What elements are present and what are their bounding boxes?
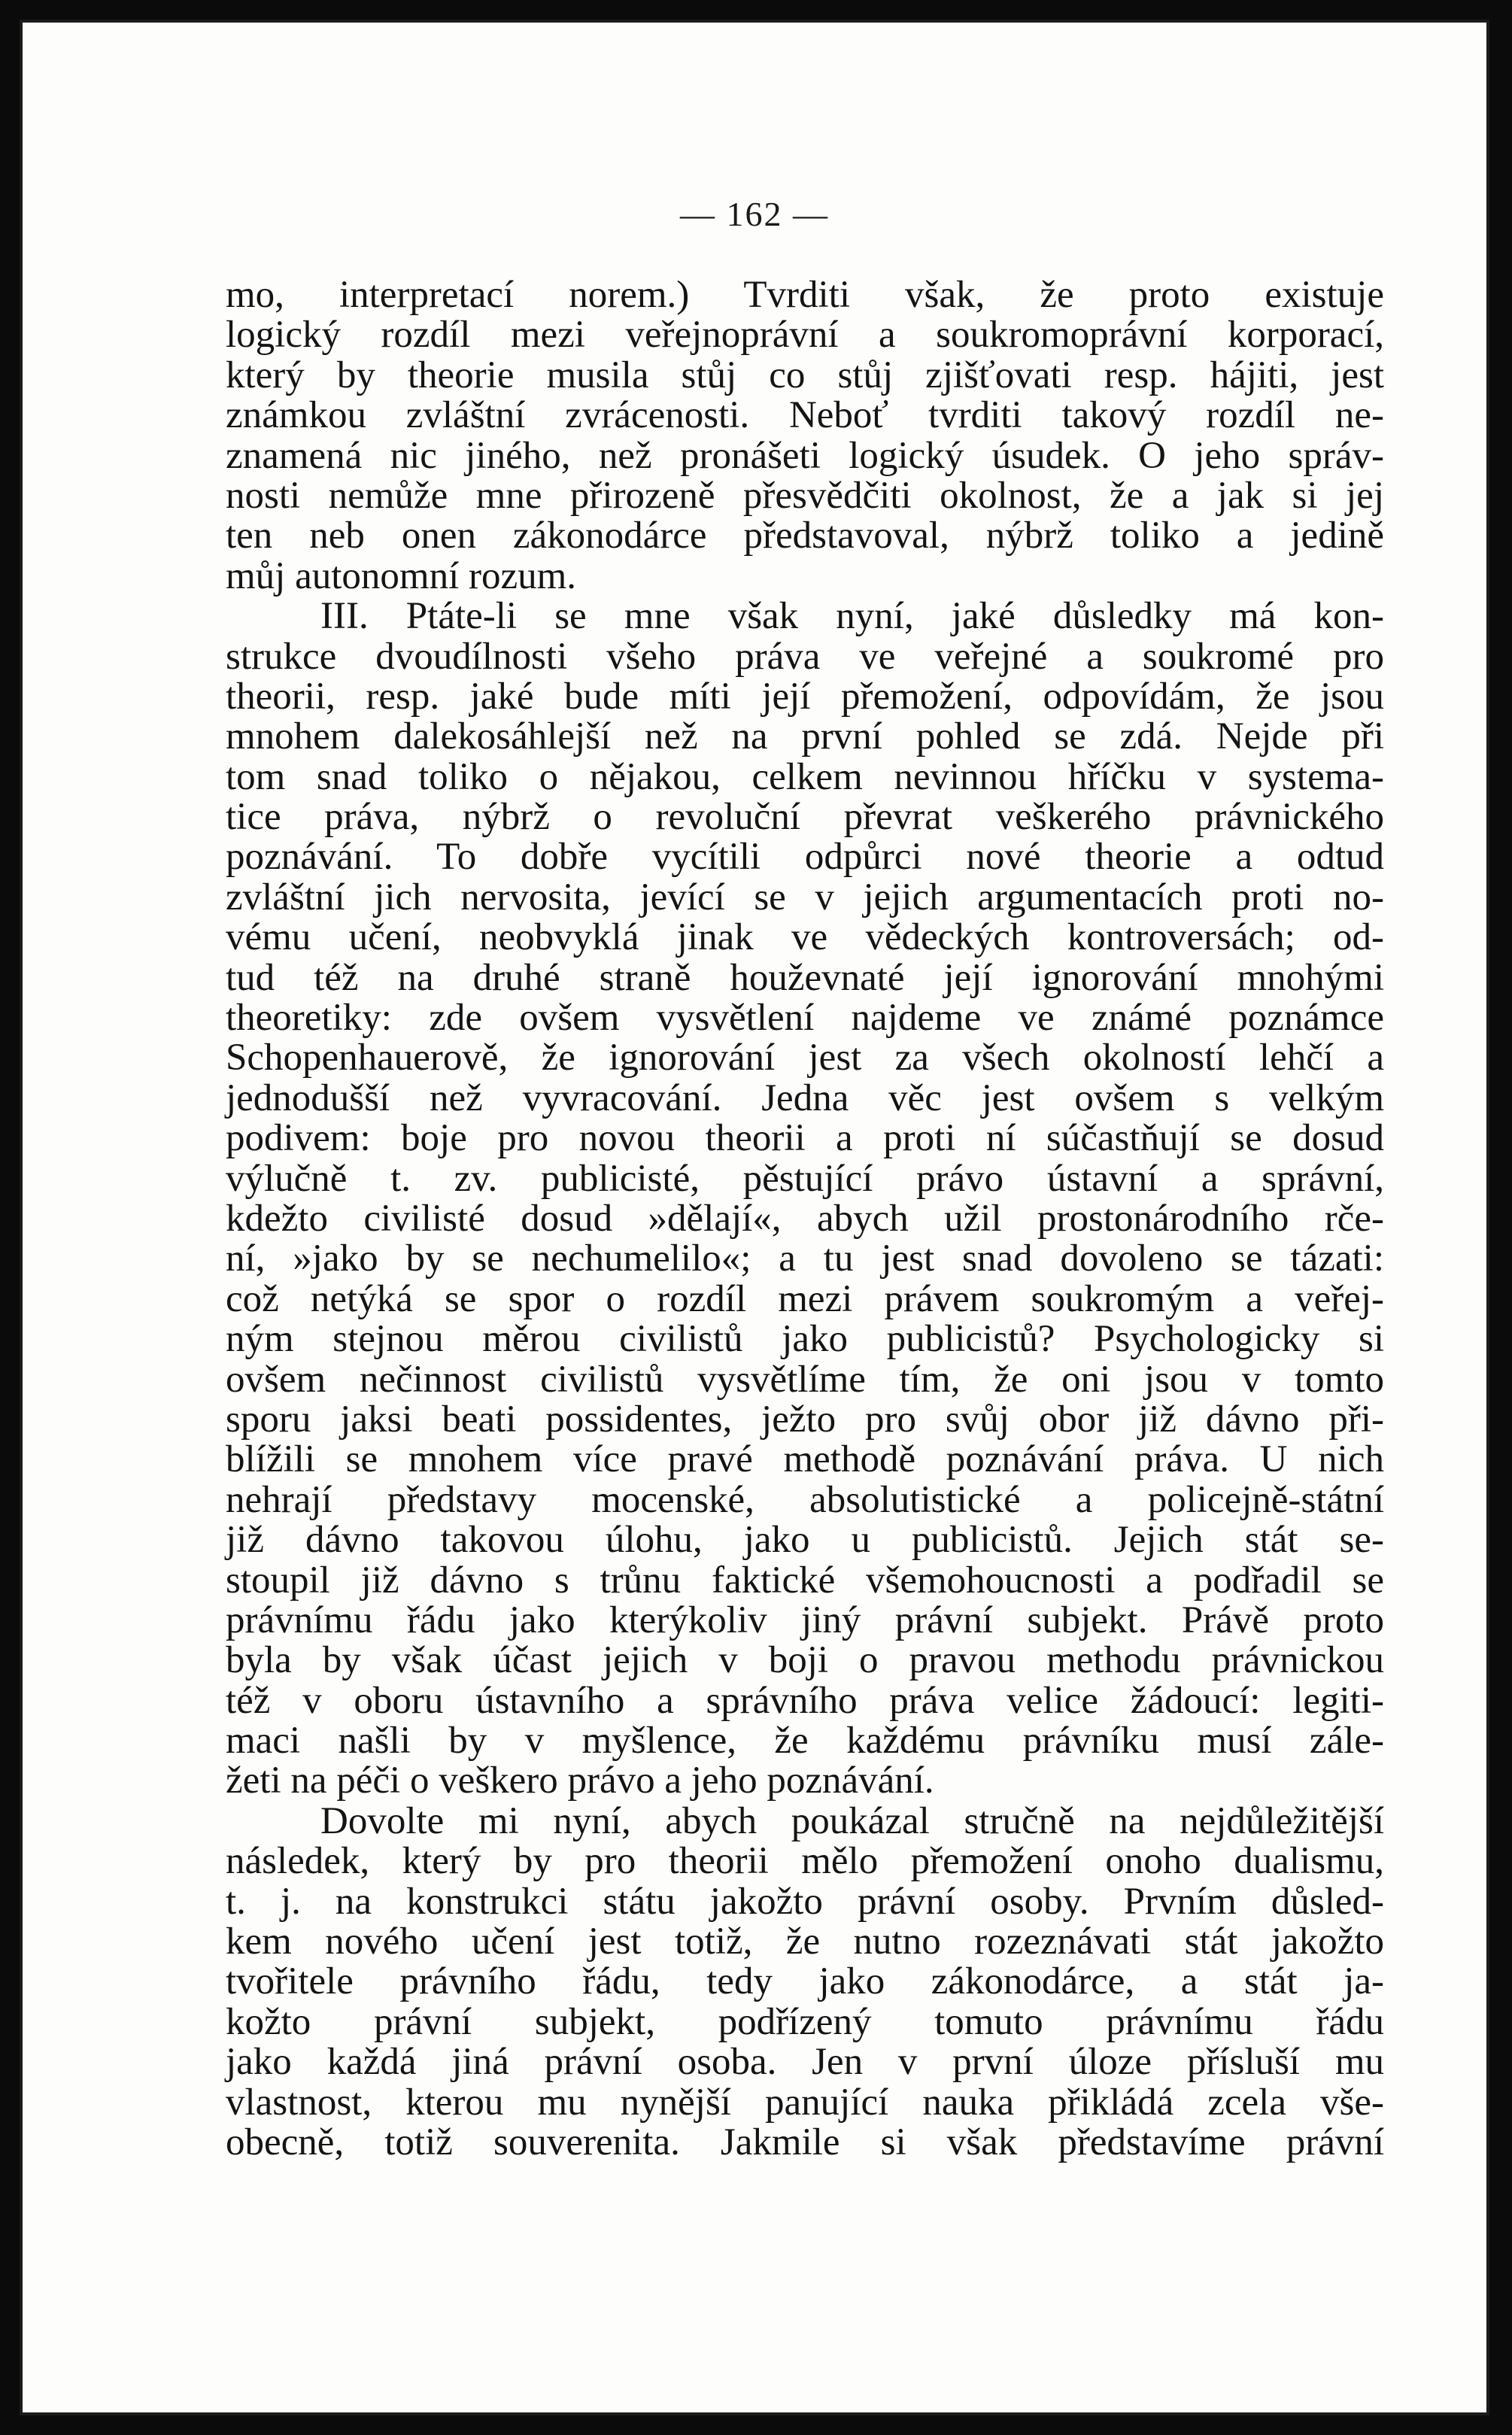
text-line: kožto právní subjekt, podřízený tomuto právnímu řádu <box>226 2000 1384 2043</box>
text-line: strukce dvoudílnosti všeho práva ve veřejné a soukromé pro <box>226 635 1384 678</box>
text-line: stoupil již dávno s trůnu faktické všemohoucnosti a podřadil se <box>226 1559 1384 1602</box>
text-line: mo, interpretací norem.) Tvrditi však, že proto existuje <box>226 274 1384 316</box>
text-line: známkou zvláštní zvrácenosti. Neboť tvrditi takový rozdíl ne- <box>226 394 1384 437</box>
text-line: výlučně t. zv. publicisté, pěstující právo ústavní a správní, <box>226 1157 1384 1200</box>
text-line: též v oboru ústavního a správního práva velice žádoucí: legiti- <box>226 1679 1384 1722</box>
text-line: byla by však účast jejich v boji o pravou methodu právnickou <box>226 1639 1384 1682</box>
text-line: theorii, resp. jaké bude míti její přemožení, odpovídám, že jsou <box>226 675 1384 718</box>
text-line: tom snad toliko o nějakou, celkem nevinnou hříčku v systema- <box>226 755 1384 798</box>
text-line: již dávno takovou úlohu, jako u publicistů. Jejich stát se- <box>226 1519 1384 1562</box>
text-line: Dovolte mi nyní, abych poukázal stručně na nejdůležitější <box>320 1799 1384 1842</box>
text-line: právnímu řádu jako kterýkoliv jiný právní subjekt. Právě proto <box>226 1599 1384 1641</box>
text-line: theoretiky: zde ovšem vysvětlení najdeme ve známé poznámce <box>226 997 1384 1040</box>
text-line: což netýká se spor o rozdíl mezi právem soukromým a veřej- <box>226 1277 1384 1320</box>
text-line: tvořitele právního řádu, tedy jako zákonodárce, a stát ja- <box>226 1960 1384 2003</box>
text-line: ní, »jako by se nechumelilo«; a tu jest snad dovoleno se tázati: <box>226 1237 1384 1280</box>
text-line: jako každá jiná právní osoba. Jen v první úloze přísluší mu <box>226 2041 1384 2084</box>
text-line: vlastnost, kterou mu nynější panující nauka přikládá zcela vše- <box>226 2081 1384 2124</box>
text-line: zvláštní jich nervosita, jevící se v jejich argumentacích proti no- <box>226 876 1384 918</box>
text-line: kem nového učení jest totiž, že nutno rozeznávati stát jakožto <box>226 1920 1384 1963</box>
body-text <box>226 275 1384 2163</box>
text-line: t. j. na konstrukci státu jakožto právní osoby. Prvním důsled- <box>226 1880 1384 1923</box>
text-line: ovšem nečinnost civilistů vysvětlíme tím, že oni jsou v tomto <box>226 1358 1384 1401</box>
book-page <box>20 20 1489 2415</box>
text-line: III. Ptáte-li se mne však nyní, jaké důsledky má kon- <box>320 595 1384 638</box>
text-line: blížili se mnohem více pravé methodě poznávání práva. U nich <box>226 1438 1384 1481</box>
text-line: nosti nemůže mne přirozeně přesvědčiti okolnost, že a jak si jej <box>226 474 1384 517</box>
text-line: ným stejnou měrou civilistů jako publicistů? Psychologicky si <box>226 1318 1384 1361</box>
text-line: logický rozdíl mezi veřejnoprávní a soukromoprávní korporací, <box>226 314 1384 357</box>
text-line: žeti na péči o veškero právo a jeho poznávání. <box>226 1759 934 1802</box>
text-line: maci našli by v myšlence, že každému právníku musí zále- <box>226 1720 1384 1762</box>
text-line: který by theorie musila stůj co stůj zjišťovati resp. hájiti, jest <box>226 354 1384 396</box>
text-line: tud též na druhé straně houževnaté její ignorování mnohými <box>226 956 1384 999</box>
text-line: mnohem dalekosáhlejší než na první pohled se zdá. Nejde při <box>226 715 1384 758</box>
text-line: podivem: boje pro novou theorii a proti ní súčastňují se dosud <box>226 1117 1384 1160</box>
text-line: poznávání. To dobře vycítili odpůrci nové theorie a odtud <box>226 836 1384 879</box>
text-line: nehrají představy mocenské, absolutistické a policejně-státní <box>226 1478 1384 1521</box>
text-line: vému učení, neobvyklá jinak ve vědeckých kontroversách; od- <box>226 916 1384 959</box>
text-line: jednodušší než vyvracování. Jedna věc jest ovšem s velkým <box>226 1076 1384 1119</box>
text-line: kdežto civilisté dosud »dělají«, abych užil prostonárodního rče- <box>226 1197 1384 1240</box>
text-line: ten neb onen zákonodárce představoval, nýbrž toliko a jedině <box>226 515 1384 557</box>
text-line: následek, který by pro theorii mělo přemožení onoho dualismu, <box>226 1840 1384 1883</box>
page-number: — 162 — <box>680 195 829 233</box>
text-line: obecně, totiž souverenita. Jakmile si však představíme právní <box>226 2121 1384 2163</box>
text-line: můj autonomní rozum. <box>226 554 577 597</box>
text-line: Schopenhauerově, že ignorování jest za všech okolností lehčí a <box>226 1037 1384 1079</box>
text-line: sporu jaksi beati possidentes, ježto pro svůj obor již dávno při- <box>226 1398 1384 1441</box>
text-line: tice práva, nýbrž o revoluční převrat veškerého právnického <box>226 796 1384 839</box>
text-line: znamená nic jiného, než pronášeti logický úsudek. O jeho správ- <box>226 434 1384 477</box>
